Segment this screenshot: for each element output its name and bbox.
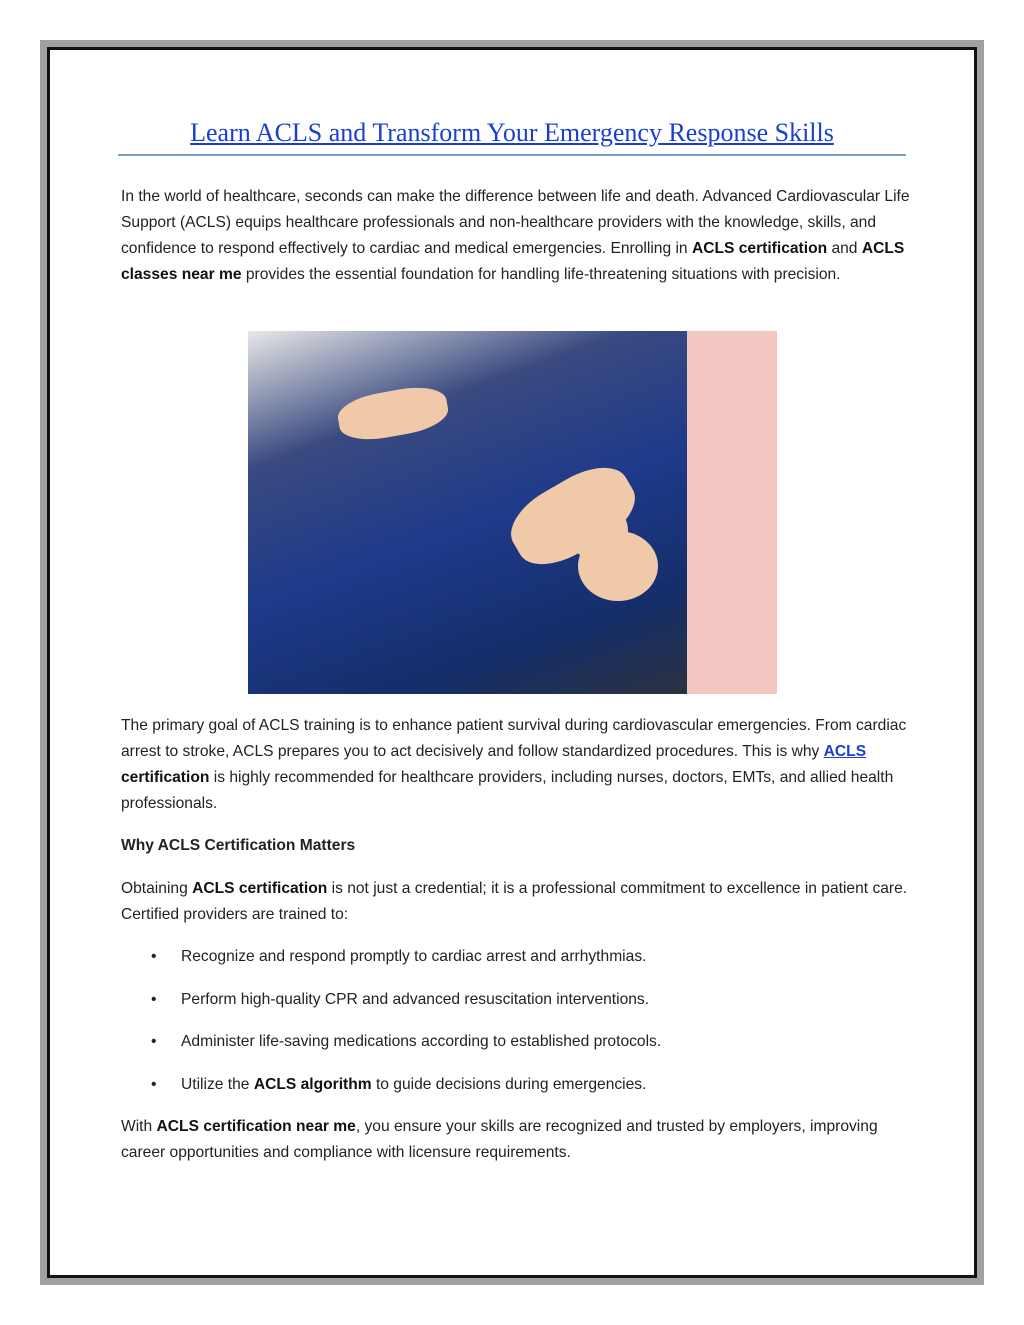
list-item: • Recognize and respond promptly to cardiac arrest and arrhythmias.	[121, 944, 911, 970]
closing-paragraph: With ACLS certification near me, you ensure your skills are recognized and trusted by employers, improving career opportunities and compliance with licensure requirements.	[121, 1118, 878, 1161]
skills-list	[121, 944, 911, 1114]
list-item: • Administer life-saving medications according to established protocols.	[121, 1029, 911, 1055]
obtaining-paragraph: Obtaining ACLS certification is not just a credential; it is a professional commitment to excellence in patient care. Certified providers are trained to:	[121, 880, 908, 923]
page-title[interactable]: Learn ACLS and Transform Your Emergency Response Skills	[118, 118, 906, 156]
intro-paragraph: In the world of healthcare, seconds can make the difference between life and death. Advanced Cardiovascular Life Support (ACLS) equips healthcare professionals and non-healthcare providers with the knowledge, skills, and confidence to respond effectively to cardiac and medical emergencies. Enrolling in ACLS certification and ACLS classes near me provides the essential foundation for handling life-threatening situations with precision.	[121, 188, 910, 283]
goal-paragraph: The primary goal of ACLS training is to enhance patient survival during cardiovascular emergencies. From cardiac arrest to stroke, ACLS prepares you to act decisively and follow standardized procedures. This is why ACLS certification is highly recommended for healthcare providers, including nurses, doctors, EMTs, and allied health professionals.	[121, 717, 907, 812]
acls-training-photo	[248, 331, 777, 694]
section-heading: Why ACLS Certification Matters	[121, 837, 356, 854]
acls-link[interactable]: ACLS	[823, 743, 867, 760]
list-item: • Utilize the ACLS algorithm to guide decisions during emergencies.	[121, 1072, 911, 1098]
list-item: • Perform high-quality CPR and advanced resuscitation interventions.	[121, 987, 911, 1013]
